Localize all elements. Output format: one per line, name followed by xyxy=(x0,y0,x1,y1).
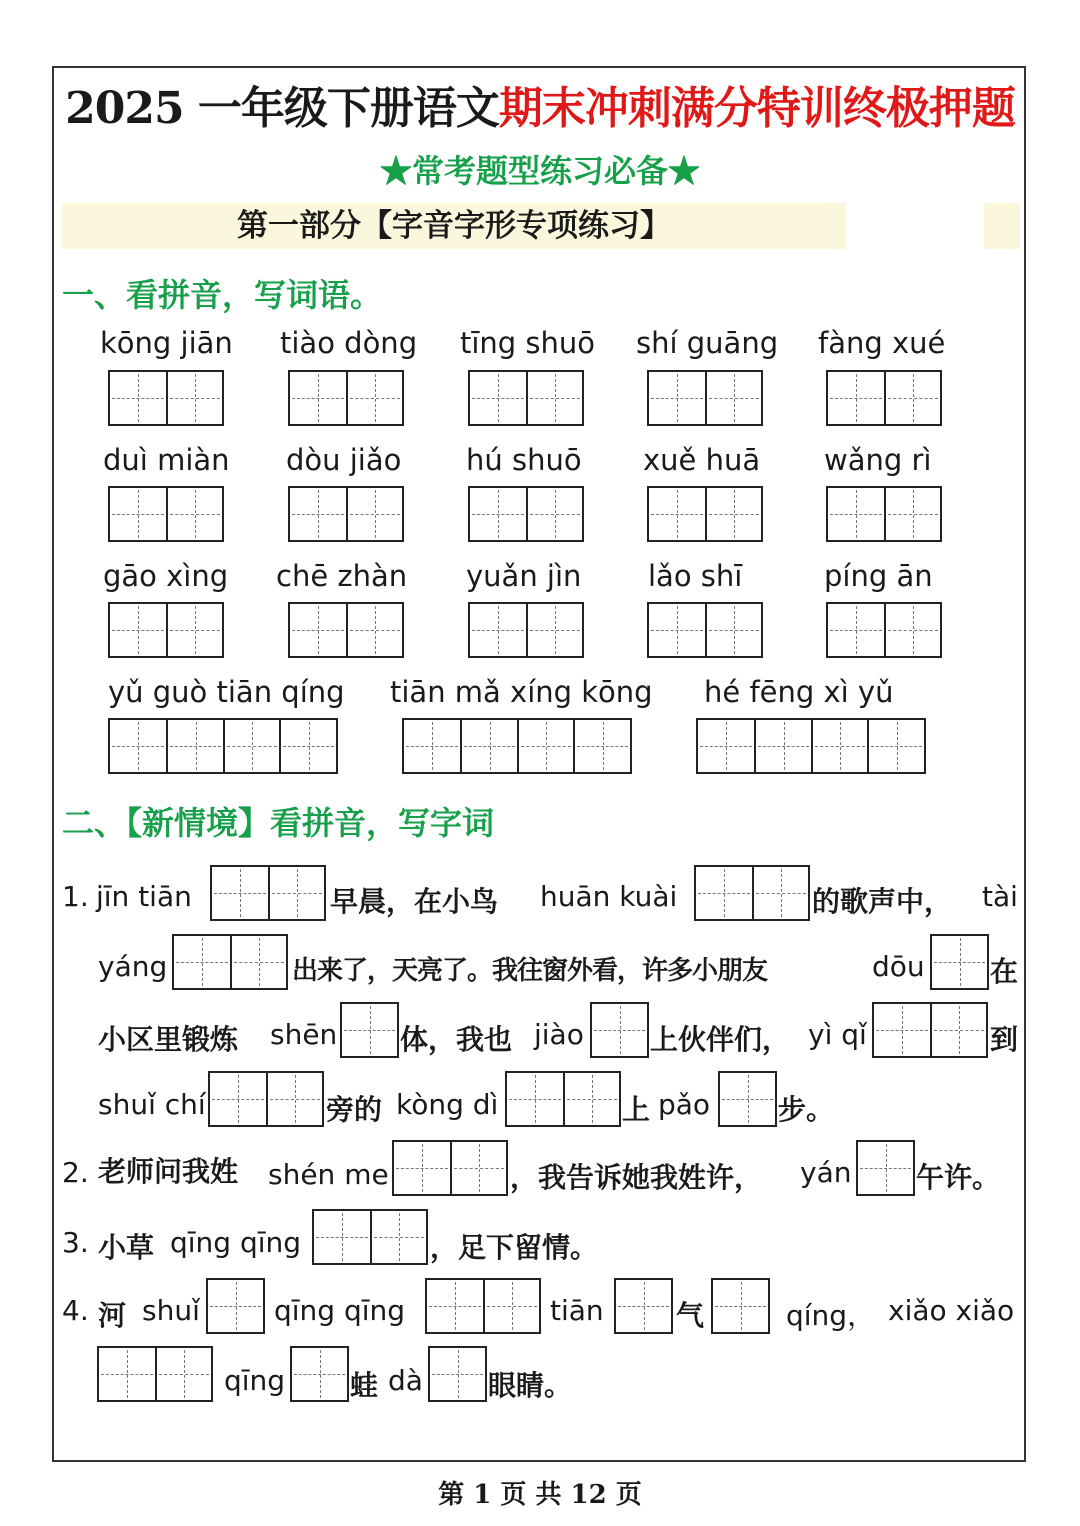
pinyin-text: shuǐ xyxy=(142,1294,200,1327)
pinyin-label: wǎng rì xyxy=(824,443,932,477)
writing-grid[interactable] xyxy=(647,370,763,426)
writing-grid[interactable] xyxy=(505,1071,621,1127)
pinyin-text: tài xyxy=(982,880,1018,913)
writing-grid[interactable] xyxy=(172,934,288,990)
writing-grid[interactable] xyxy=(468,602,584,658)
pinyin-text: qīng qīng xyxy=(170,1226,302,1259)
pinyin-label: tiān mǎ xíng kōng xyxy=(390,675,653,709)
question-text: 上 xyxy=(622,1093,651,1126)
pinyin-text: jiào xyxy=(534,1018,584,1051)
writing-grid[interactable] xyxy=(108,486,224,542)
writing-grid[interactable] xyxy=(647,602,763,658)
question-text: 小草 xyxy=(98,1231,155,1264)
pinyin-label: yuǎn jìn xyxy=(466,559,582,593)
pinyin-text: yán xyxy=(800,1156,852,1189)
writing-grid[interactable] xyxy=(930,934,989,990)
writing-grid[interactable] xyxy=(614,1278,673,1334)
pinyin-label: xuě huā xyxy=(643,443,761,477)
writing-grid[interactable] xyxy=(108,602,224,658)
writing-grid[interactable] xyxy=(402,718,632,774)
pinyin-text: yì qǐ xyxy=(808,1018,867,1051)
pinyin-label: lǎo shī xyxy=(648,559,743,593)
title-black: 2025 一年级下册语文 xyxy=(65,83,499,134)
pinyin-label: shí guāng xyxy=(636,326,779,360)
pinyin-label: fàng xué xyxy=(818,326,946,360)
pinyin-text: shén me xyxy=(268,1158,389,1191)
question-text: ，我告诉她我姓许， xyxy=(510,1161,763,1194)
writing-grid[interactable] xyxy=(711,1278,770,1334)
writing-grid[interactable] xyxy=(288,486,404,542)
pinyin-text: shuǐ chí xyxy=(98,1088,206,1121)
writing-grid[interactable] xyxy=(290,1346,349,1402)
question-text: ，足下留情。 xyxy=(430,1231,599,1264)
pinyin-text: shēn xyxy=(270,1018,338,1051)
question-text: 在 xyxy=(990,955,1019,988)
writing-grid[interactable] xyxy=(392,1140,508,1196)
writing-grid[interactable] xyxy=(468,486,584,542)
pinyin-label: duì miàn xyxy=(103,443,230,477)
pinyin-label: dòu jiǎo xyxy=(286,443,402,477)
pinyin-text: yáng xyxy=(98,950,168,983)
section1-heading: 一、看拼音，写词语。 xyxy=(62,276,383,314)
question-text: 河 xyxy=(98,1299,127,1332)
writing-grid[interactable] xyxy=(97,1346,213,1402)
pinyin-text: xiǎo xiǎo xyxy=(888,1294,1015,1327)
question-text: 上伙伴们， xyxy=(650,1023,791,1056)
pinyin-label: tīng shuō xyxy=(460,326,596,360)
page-title xyxy=(0,72,1080,136)
pinyin-text: tiān xyxy=(550,1294,604,1327)
question-number: 1. xyxy=(62,880,89,913)
writing-grid[interactable] xyxy=(108,718,338,774)
writing-grid[interactable] xyxy=(108,370,224,426)
pinyin-text: qīng qīng xyxy=(274,1294,406,1327)
part-band-right xyxy=(984,203,1020,249)
page-number: 第 1 页 共 12 页 xyxy=(438,1480,642,1510)
pinyin-text: qíng， xyxy=(786,1299,876,1332)
pinyin-label: píng ān xyxy=(824,559,933,593)
writing-grid[interactable] xyxy=(206,1278,265,1334)
writing-grid[interactable] xyxy=(696,718,926,774)
title-red: 期末冲刺满分特训终极押题 xyxy=(498,83,1015,134)
question-number: 3. xyxy=(62,1226,89,1259)
writing-grid[interactable] xyxy=(468,370,584,426)
subtitle: ★常考题型练习必备★ xyxy=(379,152,700,190)
writing-grid[interactable] xyxy=(425,1278,541,1334)
question-text: 小区里锻炼 xyxy=(98,1023,239,1056)
pinyin-text: dōu xyxy=(872,950,925,983)
question-text: 午许。 xyxy=(916,1161,1001,1194)
writing-grid[interactable] xyxy=(826,602,942,658)
pinyin-label: gāo xìng xyxy=(103,559,229,593)
question-text: 旁的 xyxy=(326,1093,383,1126)
section2-heading: 二、【新情境】看拼音，写字词 xyxy=(62,804,495,842)
writing-grid[interactable] xyxy=(288,602,404,658)
question-text: 早晨，在小鸟 xyxy=(330,885,499,918)
writing-grid[interactable] xyxy=(826,370,942,426)
writing-grid[interactable] xyxy=(312,1209,428,1265)
pinyin-label: chē zhàn xyxy=(276,559,408,593)
writing-grid[interactable] xyxy=(694,865,810,921)
question-number: 2. xyxy=(62,1156,89,1189)
writing-grid[interactable] xyxy=(826,486,942,542)
pinyin-label: kōng jiān xyxy=(100,326,233,360)
writing-grid[interactable] xyxy=(590,1002,649,1058)
pinyin-label: hú shuō xyxy=(466,443,582,477)
question-text: 蛙 xyxy=(350,1369,379,1402)
question-text: 眼睛。 xyxy=(488,1369,573,1402)
pinyin-text: dà xyxy=(388,1364,423,1397)
pinyin-label: tiào dòng xyxy=(280,326,418,360)
question-text: 老师问我姓 xyxy=(98,1155,239,1188)
question-text: 到 xyxy=(990,1023,1019,1056)
writing-grid[interactable] xyxy=(208,1071,324,1127)
pinyin-text: pǎo xyxy=(658,1088,711,1121)
pinyin-text: qīng xyxy=(224,1364,286,1397)
writing-grid[interactable] xyxy=(340,1002,399,1058)
pinyin-text: huān kuài xyxy=(540,880,678,913)
question-text: 的歌声中， xyxy=(812,885,953,918)
pinyin-label: yǔ guò tiān qíng xyxy=(108,675,345,709)
question-text: 气 xyxy=(676,1299,705,1332)
question-text: 体，我也 xyxy=(400,1023,513,1056)
writing-grid[interactable] xyxy=(210,865,326,921)
writing-grid[interactable] xyxy=(428,1346,487,1402)
writing-grid[interactable] xyxy=(647,486,763,542)
question-number: 4. xyxy=(62,1294,89,1327)
writing-grid[interactable] xyxy=(856,1140,915,1196)
writing-grid[interactable] xyxy=(718,1071,777,1127)
writing-grid[interactable] xyxy=(288,370,404,426)
pinyin-text: kòng dì xyxy=(396,1088,499,1121)
pinyin-text: jīn tiān xyxy=(96,880,192,913)
part-title: 第一部分【字音字形专项练习】 xyxy=(237,208,671,244)
writing-grid[interactable] xyxy=(872,1002,988,1058)
question-text: 出来了，天亮了。我往窗外看，许多小朋友 xyxy=(292,956,768,986)
question-text: 步。 xyxy=(778,1093,835,1126)
pinyin-label: hé fēng xì yǔ xyxy=(704,675,894,709)
